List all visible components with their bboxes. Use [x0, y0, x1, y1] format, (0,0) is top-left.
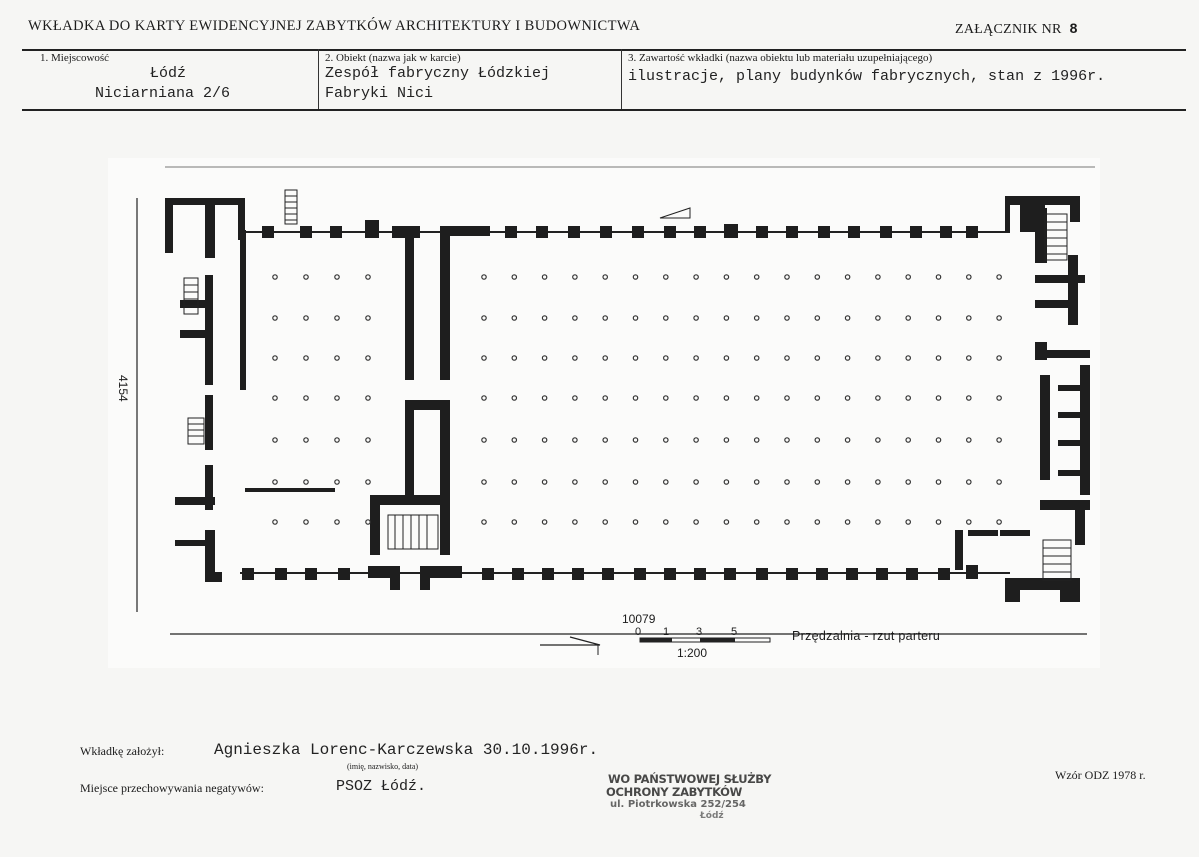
object-value-2: Fabryki Nici [325, 85, 434, 102]
content-label: 3. Zawartość wkładki (nazwa obiektu lub materiału uzupełniającego) [628, 52, 933, 64]
annex-number: 8 [1069, 20, 1078, 36]
stamp-line-3: ul. Piotrkowska 252/254 [610, 799, 746, 810]
content-value: ilustracje, plany budynków fabrycznych, stan z 1996r. [628, 68, 1106, 85]
form-title: WKŁADKA DO KARTY EWIDENCYJNEJ ZABYTKÓW ARCHITEKTURY I BUDOWNICTWA [28, 18, 641, 34]
prepared-by-value: Agnieszka Lorenc-Karczewska 30.10.1996r. [214, 741, 599, 759]
locality-label: 1. Miejscowość [40, 52, 110, 64]
plan-caption: Przędzalnia - rzut parteru [792, 629, 941, 643]
scale-bar [640, 638, 770, 642]
stamp-line-4: Łódź [700, 811, 724, 821]
scale-tick-3: 3 [696, 626, 703, 638]
object-value-1: Zespół fabryczny Łódzkiej [325, 65, 551, 82]
locality-value-2: Niciarniana 2/6 [95, 85, 231, 102]
annex-label-text: ZAŁĄCZNIK NR [955, 22, 1062, 37]
dimension-width: 4154 [116, 375, 130, 402]
stamp-line-2: OCHRONY ZABYTKÓW [606, 785, 743, 799]
scale-tick-1: 1 [663, 626, 670, 638]
scale-tick-5: 5 [731, 626, 738, 638]
form-code: Wzór ODZ 1978 r. [1055, 768, 1146, 782]
dimension-length: 10079 [622, 612, 656, 626]
object-label: 2. Obiekt (nazwa jak w karcie) [325, 52, 461, 64]
plan-columns [273, 275, 1002, 524]
scale-label: 1:200 [677, 646, 708, 660]
negatives-label: Miejsce przechowywania negatywów: [80, 781, 264, 795]
locality-value-1: Łódź [150, 65, 187, 82]
prepared-by-hint: (imię, nazwisko, data) [347, 762, 419, 771]
scale-tick-0: 0 [635, 626, 642, 638]
plan-static-lines [137, 167, 1095, 655]
plan-stairs [184, 190, 1071, 580]
negatives-value: PSOZ Łódź. [336, 778, 427, 795]
stamp-line-1: WO PAŃSTWOWEJ SŁUŻBY [608, 772, 772, 786]
official-stamp [600, 770, 772, 826]
prepared-by-label: Wkładkę założył: [80, 744, 165, 758]
